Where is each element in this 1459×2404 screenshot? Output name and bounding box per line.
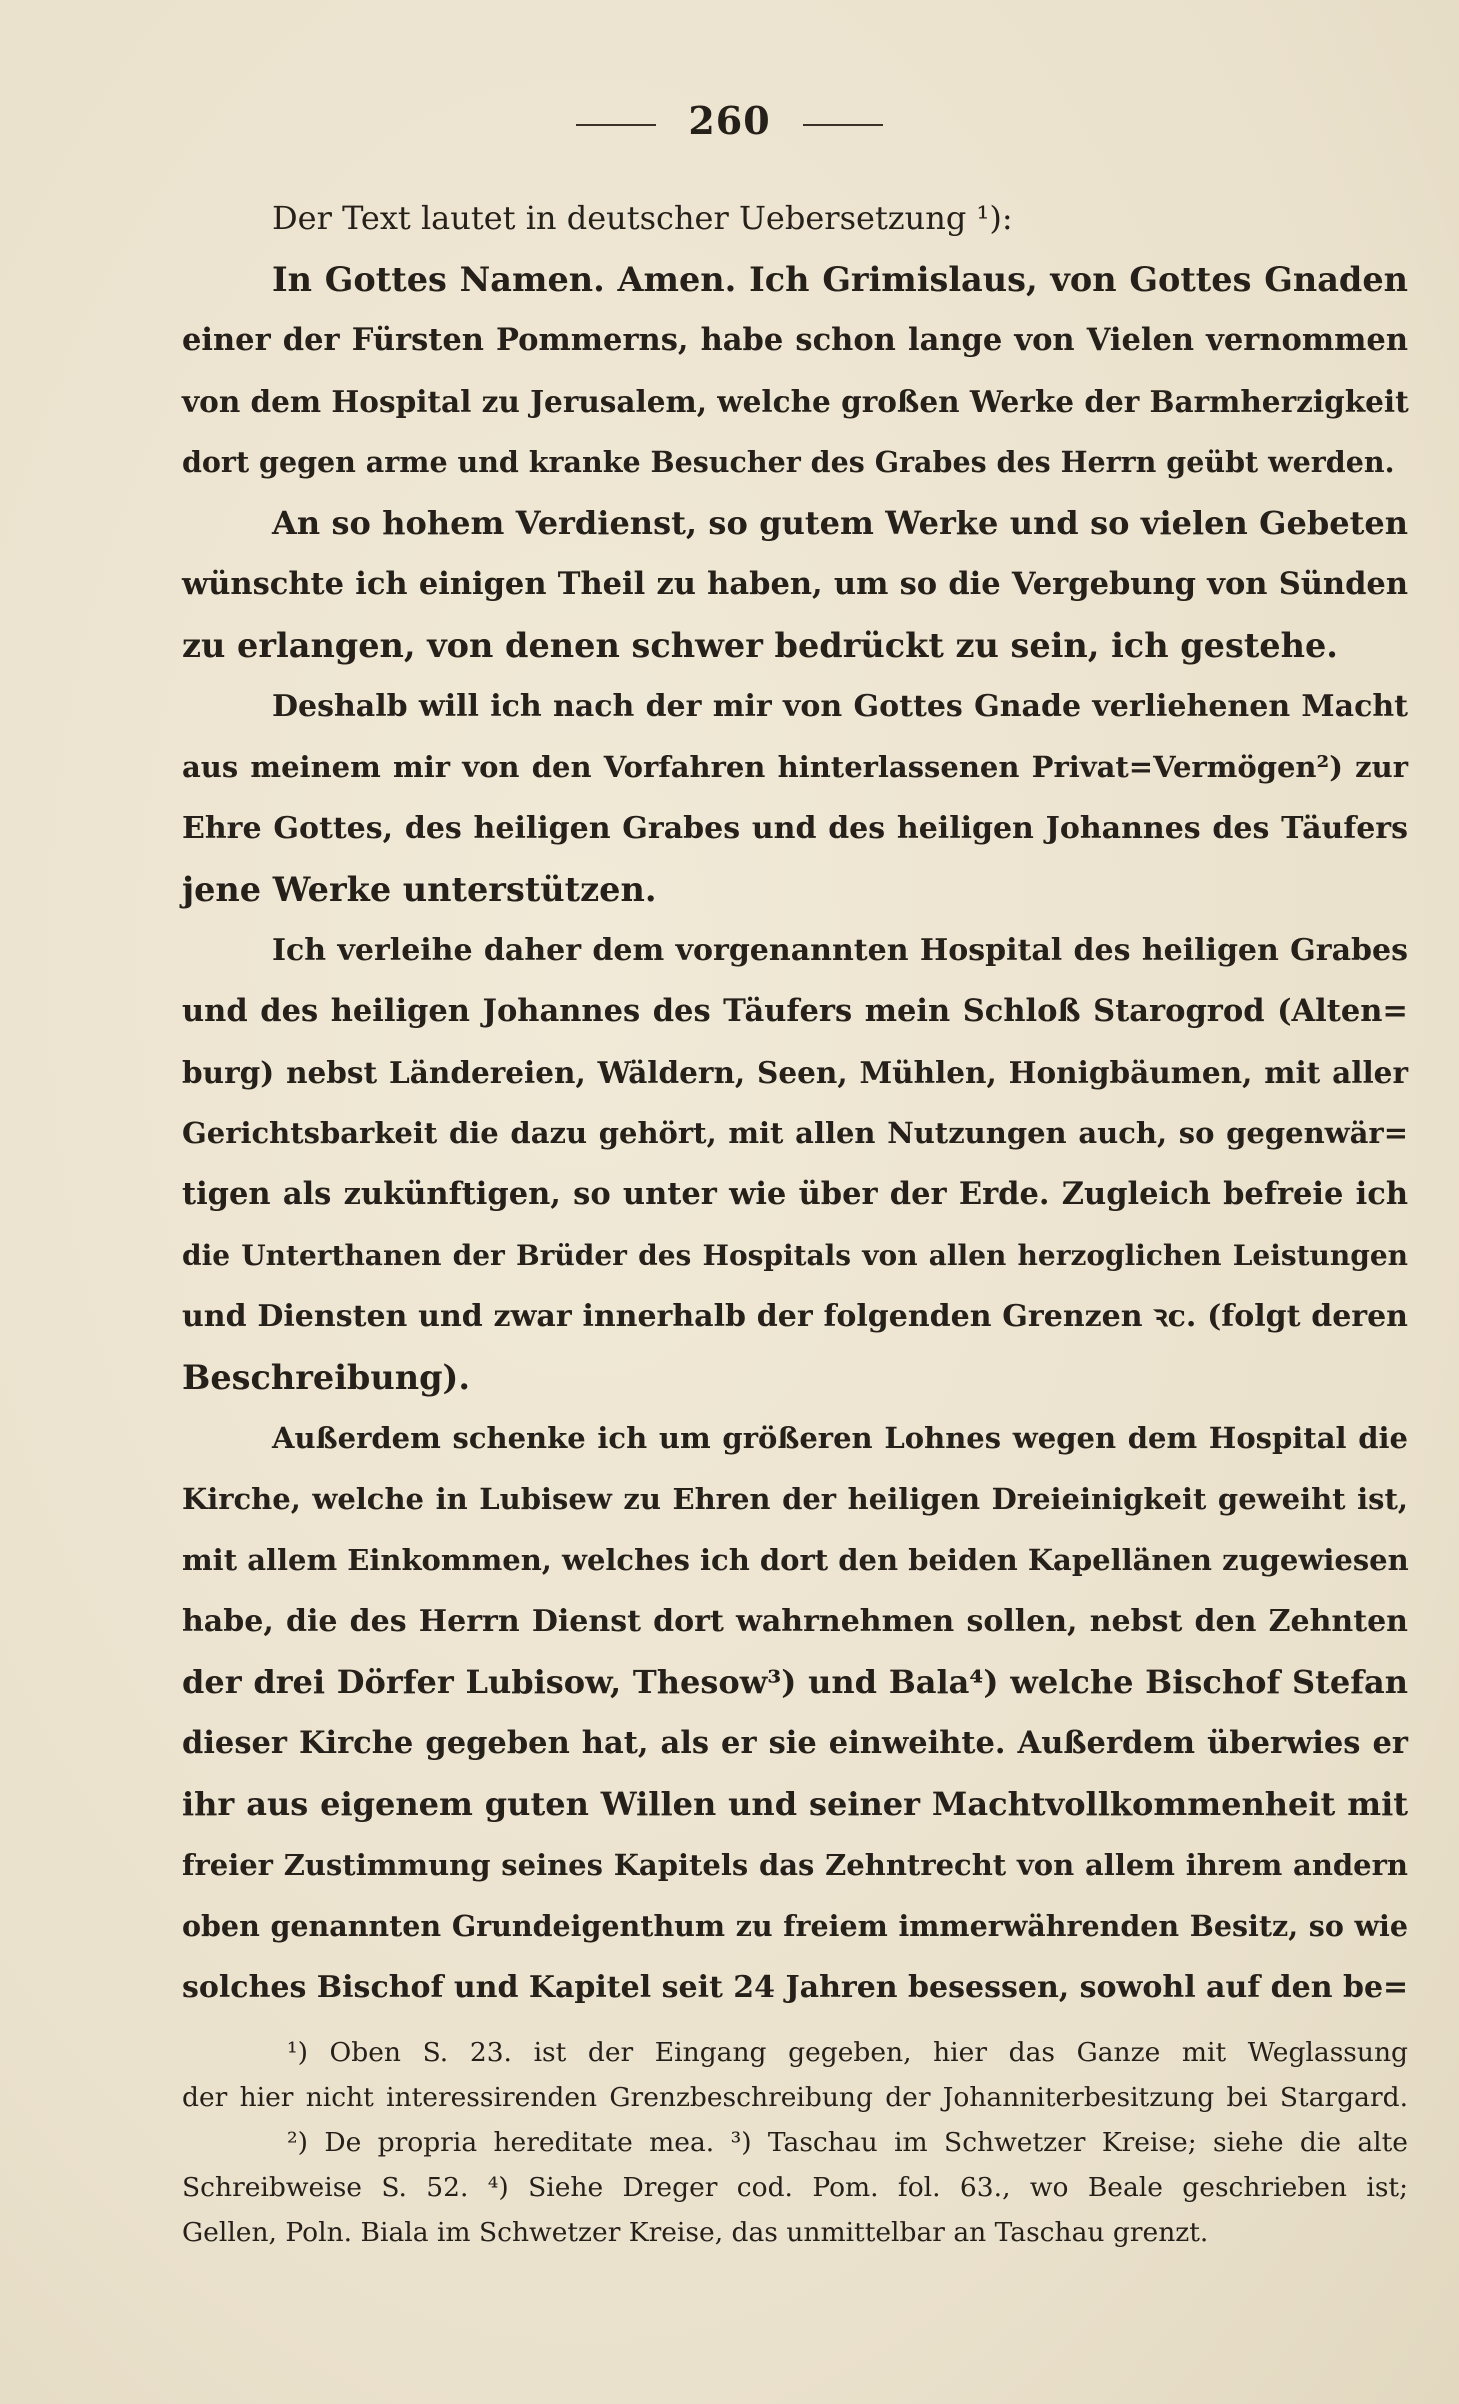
text-line: freier Zustimmung seines Kapitels das Zehntrecht von allem ihrem andern [182, 1848, 1408, 1882]
text-line: Ehre Gottes, des heiligen Grabes und des heiligen Johannes des Täufers [182, 811, 1408, 846]
text-line: und des heiligen Johannes des Täufers mein Schloß Starogrod (Alten= [182, 993, 1408, 1029]
footnotes [182, 2030, 1408, 2255]
page-number: 260 [688, 98, 771, 143]
footnote-line: Schreibweise S. 52. ⁴) Siehe Dreger cod. Pom. fol. 63., wo Beale geschrieben ist; [182, 2172, 1408, 2203]
page-header [0, 98, 1459, 143]
text-line: der drei Dörfer Lubisow, Thesow³) und Bala⁴) welche Bischof Stefan [182, 1663, 1408, 1701]
text-line: Außerdem schenke ich um größeren Lohnes wegen dem Hospital die [272, 1421, 1408, 1455]
text-line: habe, die des Herrn Dienst dort wahrnehmen sollen, nebst den Zehnten [182, 1604, 1408, 1639]
text-line: oben genannten Grundeigenthum zu freiem immerwährenden Besitz, so wie [182, 1909, 1408, 1943]
text-line: Beschreibung). [182, 1358, 471, 1397]
text-line: von dem Hospital zu Jerusalem, welche großen Werke der Barmherzigkeit [182, 384, 1409, 419]
text-line: einer der Fürsten Pommerns, habe schon lange von Vielen vernommen [182, 322, 1408, 358]
footnote-line: ²) De propria hereditate mea. ³) Taschau im Schwetzer Kreise; siehe die alte [287, 2127, 1408, 2158]
text-line: An so hohem Verdienst, so gutem Werke und so vielen Gebeten [272, 504, 1408, 542]
text-line: aus meinem mir von den Vorfahren hinterlassenen Privat=Vermögen²) zur [182, 750, 1408, 784]
main-text [182, 188, 1408, 2018]
text-line: zu erlangen, von denen schwer bedrückt zu sein, ich gestehe. [182, 626, 1338, 665]
text-line: und Diensten und zwar innerhalb der folgenden Grenzen ꝛc. (folgt deren [182, 1299, 1408, 1334]
text-line: Deshalb will ich nach der mir von Gottes Gnade verliehenen Macht [272, 689, 1408, 724]
footnote-line: ¹) Oben S. 23. ist der Eingang gegeben, hier das Ganze mit Weglassung [287, 2037, 1408, 2068]
text-line: jene Werke unterstützen. [182, 870, 657, 909]
text-line: In Gottes Namen. Amen. Ich Grimislaus, von Gottes Gnaden [272, 260, 1408, 299]
text-line: Ich verleihe daher dem vorgenannten Hospital des heiligen Grabes [272, 933, 1408, 968]
text-line: dieser Kirche gegeben hat, als er sie einweihte. Außerdem überwies er [182, 1725, 1408, 1761]
text-line: mit allem Einkommen, welches ich dort den beiden Kapellänen zugewiesen [182, 1543, 1409, 1577]
text-line: Kirche, welche in Lubisew zu Ehren der heiligen Dreieinigkeit geweiht ist, [182, 1482, 1408, 1516]
footnote-line: Gellen, Poln. Biala im Schwetzer Kreise, das unmittelbar an Taschau grenzt. [182, 2217, 1209, 2248]
text-line: ihr aus eigenem guten Willen und seiner Machtvollkommenheit mit [182, 1785, 1408, 1823]
footnote-line: der hier nicht interessirenden Grenzbeschreibung der Johanniterbesitzung bei Stargard. [182, 2082, 1408, 2113]
header-ornament-left [576, 124, 656, 126]
text-line: Gerichtsbarkeit die dazu gehört, mit allen Nutzungen auch, so gegenwär= [182, 1116, 1408, 1150]
text-line: burg) nebst Ländereien, Wäldern, Seen, Mühlen, Honigbäumen, mit aller [182, 1055, 1408, 1090]
header-ornament-right [803, 124, 883, 126]
text-line: dort gegen arme und kranke Besucher des Grabes des Herrn geübt werden. [182, 445, 1395, 479]
text-line: wünschte ich einigen Theil zu haben, um so die Vergebung von Sünden [182, 566, 1408, 602]
text-line: tigen als zukünftigen, so unter wie über der Erde. Zugleich befreie ich [182, 1176, 1408, 1212]
text-line: die Unterthanen der Brüder des Hospitals von allen herzoglichen Leistungen [182, 1239, 1408, 1272]
text-line: Der Text lautet in deutscher Uebersetzung ¹): [272, 199, 1013, 237]
text-line: solches Bischof und Kapitel seit 24 Jahren besessen, sowohl auf den be= [182, 1970, 1409, 2005]
